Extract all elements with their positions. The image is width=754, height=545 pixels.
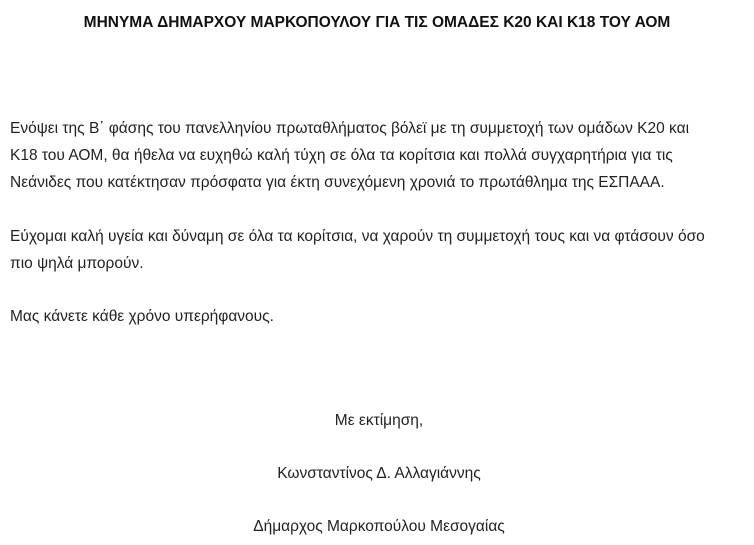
paragraph-line: Εύχομαι καλή υγεία και δύναμη σε όλα τα κορίτσια, να χαρούν τη συμμετοχή τους και να φτάσουν όσο — [10, 228, 705, 245]
signature-position: Δήμαρχος Μαρκοπούλου Μεσογαίας — [253, 518, 505, 535]
paragraph-line: πιο ψηλά μπορούν. — [10, 255, 144, 272]
paragraph-line: Νεάνιδες που κατέκτησαν πρόσφατα για έκτη συνεχόμενη χρονιά το πρωτάθλημα της ΕΣΠΑΑΑ. — [10, 174, 665, 191]
document-title: ΜΗΝΥΜΑ ΔΗΜΑΡΧΟΥ ΜΑΡΚΟΠΟΥΛΟΥ ΓΙΑ ΤΙΣ ΟΜΑΔΕΣ Κ20 ΚΑΙ Κ18 ΤΟΥ ΑΟΜ — [83, 14, 671, 31]
paragraph-line: Ενόψει της Β΄ φάσης του πανελληνίου πρωταθλήματος βόλεϊ με τη συμμετοχή των ομάδων Κ20 και — [10, 120, 690, 137]
paragraph-line: Κ18 του ΑΟΜ, θα ήθελα να ευχηθώ καλή τύχη σε όλα τα κορίτσια και πολλά συγχαρητήρια για τις — [10, 147, 673, 164]
signature-name: Κωνσταντίνος Δ. Αλλαγιάννης — [277, 465, 481, 482]
paragraph-line: Μας κάνετε κάθε χρόνο υπερήφανους. — [10, 308, 274, 325]
signature-closing: Με εκτίμηση, — [334, 412, 424, 429]
paragraph-1 — [10, 115, 754, 196]
paragraph-3 — [10, 303, 754, 330]
paragraph-2 — [10, 223, 754, 277]
